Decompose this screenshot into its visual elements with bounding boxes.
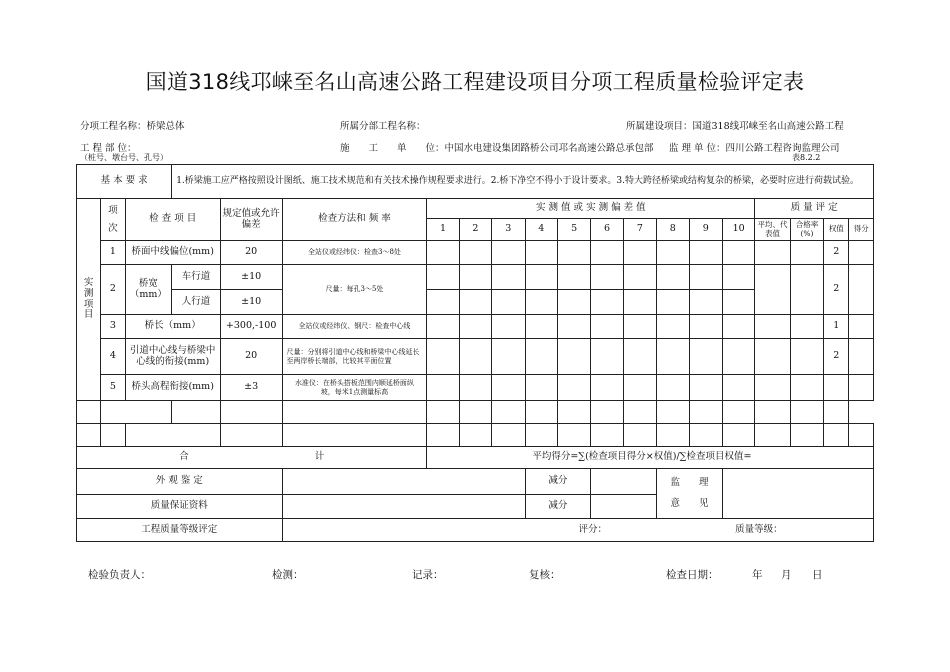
footer-reviewer: 复核： xyxy=(529,569,561,581)
measured-cell[interactable] xyxy=(689,265,722,290)
measured-cell[interactable] xyxy=(689,290,722,315)
footer-checker: 检测： xyxy=(272,569,304,581)
row-no: 3 xyxy=(101,315,125,339)
measured-cell[interactable] xyxy=(623,290,656,315)
header-pass-rate: 合格率(%) xyxy=(790,219,823,241)
header-col-5: 5 xyxy=(557,219,590,241)
measured-cell[interactable] xyxy=(623,241,656,265)
header-col-4: 4 xyxy=(525,219,557,241)
measured-cell[interactable] xyxy=(623,375,656,401)
measured-cell[interactable] xyxy=(427,375,459,401)
row-weight: 2 xyxy=(824,339,849,375)
measured-cell[interactable] xyxy=(525,241,557,265)
footer-year: 年 xyxy=(752,569,763,581)
footer-recorder: 记录： xyxy=(412,569,444,581)
table-row xyxy=(77,315,874,339)
measured-cell[interactable] xyxy=(657,339,689,375)
row-item: 桥头高程衔接(mm) xyxy=(125,375,220,401)
quality-docs-value[interactable] xyxy=(282,495,525,519)
grade-row xyxy=(282,519,873,542)
measured-cell[interactable] xyxy=(591,339,623,375)
header-check-item: 检 查 项 目 xyxy=(125,199,220,241)
measured-cell[interactable] xyxy=(722,375,754,401)
row-allowed: +300,-100 xyxy=(220,315,282,339)
inspection-table xyxy=(76,164,874,542)
table-row xyxy=(77,401,874,424)
row-allowed: ±3 xyxy=(220,375,282,401)
grade-value-label: 质量等级： xyxy=(735,523,783,535)
measured-cell[interactable] xyxy=(427,290,459,315)
pass-rate-cell[interactable] xyxy=(790,375,823,401)
measured-cell[interactable] xyxy=(657,290,689,315)
measured-cell[interactable] xyxy=(591,375,623,401)
header-col-7: 7 xyxy=(623,219,656,241)
header-quality: 质 量 评 定 xyxy=(755,199,874,219)
row-no: 1 xyxy=(101,241,125,265)
measured-cell[interactable] xyxy=(657,265,689,290)
measured-cell[interactable] xyxy=(492,265,525,290)
deduct-label-2: 减分 xyxy=(525,495,591,519)
row-weight: 1 xyxy=(824,315,849,339)
measured-cell[interactable] xyxy=(623,315,656,339)
header-col-2: 2 xyxy=(459,219,491,241)
header-weight: 权值 xyxy=(824,219,849,241)
table-row xyxy=(77,265,874,290)
quality-docs-label: 质量保证资料 xyxy=(77,495,283,519)
measured-cell[interactable] xyxy=(525,265,557,290)
measured-cell[interactable] xyxy=(492,339,525,375)
measured-cell[interactable] xyxy=(722,290,754,315)
measured-cell[interactable] xyxy=(557,290,590,315)
row-method: 水准仪：在桥头搭板范围内顺延桥面纵坡，每米1点测量标高 xyxy=(282,375,427,401)
header-method: 检查方法和 频 率 xyxy=(282,199,427,241)
table-number: 表8.2.2 xyxy=(792,153,821,162)
avg-cell[interactable] xyxy=(755,339,790,375)
measured-cell[interactable] xyxy=(427,241,459,265)
measured-cell[interactable] xyxy=(525,375,557,401)
measured-cell[interactable] xyxy=(591,290,623,315)
footer-month: 月 xyxy=(781,569,792,581)
measured-cell[interactable] xyxy=(492,290,525,315)
total-label-1: 合 xyxy=(179,451,189,463)
header-score: 得分 xyxy=(849,219,874,241)
measured-cell[interactable] xyxy=(722,315,754,339)
header-col-10: 10 xyxy=(722,219,754,241)
header-avg: 平均、代表值 xyxy=(755,219,790,241)
measured-cell[interactable] xyxy=(689,375,722,401)
row-weight: 2 xyxy=(824,241,849,265)
score-cell[interactable] xyxy=(849,315,874,339)
row-subitem: 车行道 xyxy=(172,265,221,290)
measured-cell[interactable] xyxy=(557,265,590,290)
basic-requirements-text: 1.桥梁施工应严格按照设计图纸、施工技术规范和有关技术操作规程要求进行。2.桥下净空不得小于设计要求。3.特大跨径桥梁或结构复杂的桥梁，必要时应进行荷载试验。 xyxy=(172,165,874,199)
footer-inspector: 检验负责人： xyxy=(88,569,151,581)
sub-project: 所属分部工程名称： xyxy=(340,121,426,132)
row-item: 引道中心线与桥梁中心线的衔接(mm) xyxy=(125,339,220,375)
row-allowed: 20 xyxy=(220,241,282,265)
header-col-6: 6 xyxy=(591,219,623,241)
section-label: 实测项目 xyxy=(83,276,94,321)
score-cell[interactable] xyxy=(849,265,874,315)
measured-cell[interactable] xyxy=(459,265,491,290)
table-row xyxy=(77,375,874,401)
footer-day: 日 xyxy=(812,569,823,581)
avg-cell[interactable] xyxy=(755,241,790,265)
supervision-label xyxy=(657,469,723,519)
measured-cell[interactable] xyxy=(591,265,623,290)
row-item: 桥长（mm） xyxy=(125,315,220,339)
pass-rate-cell[interactable] xyxy=(790,241,823,265)
row-item: 桥宽（mm） xyxy=(125,265,172,315)
row-allowed: 20 xyxy=(220,339,282,375)
row-method: 全站仪或经纬仪、钢尺：检查中心线 xyxy=(282,315,427,339)
measured-cell[interactable] xyxy=(459,241,491,265)
measured-cell[interactable] xyxy=(722,241,754,265)
avg-cell[interactable] xyxy=(755,375,790,401)
measured-cell[interactable] xyxy=(722,265,754,290)
grade-label: 工程质量等级评定 xyxy=(77,519,283,542)
measured-cell[interactable] xyxy=(557,339,590,375)
row-no: 4 xyxy=(101,339,125,375)
measured-cell[interactable] xyxy=(459,375,491,401)
avg-cell[interactable] xyxy=(755,265,790,315)
measured-cell[interactable] xyxy=(459,339,491,375)
measured-cell[interactable] xyxy=(525,315,557,339)
table-row xyxy=(77,424,874,447)
total-label-2: 计 xyxy=(314,451,325,463)
page-title: 国道318线邛崃至名山高速公路工程建设项目分项工程质量检验评定表 xyxy=(145,70,805,94)
measured-cell[interactable] xyxy=(492,375,525,401)
row-method: 尺量：分别将引道中心线和桥梁中心线延长至两岸桥长端部，比较其平面位置 xyxy=(282,339,427,375)
measured-cell[interactable] xyxy=(525,339,557,375)
row-method: 全站仪或经纬仪：检查3～8处 xyxy=(282,241,427,265)
measured-cell[interactable] xyxy=(657,315,689,339)
header-col-3: 3 xyxy=(492,219,525,241)
score-cell[interactable] xyxy=(849,339,874,375)
supervision-label-2: 意 见 xyxy=(670,497,709,509)
measured-cell[interactable] xyxy=(557,315,590,339)
measured-cell[interactable] xyxy=(427,265,459,290)
construction-project: 所属建设项目：国道318线邛崃至名山高速公路工程 xyxy=(626,121,844,132)
deduct-value-2[interactable] xyxy=(591,495,657,519)
table-row xyxy=(77,241,874,265)
score-label: 评分： xyxy=(578,523,608,535)
deduct-label-1: 减分 xyxy=(525,469,591,495)
measured-cell[interactable] xyxy=(689,315,722,339)
header-item-no: 项次 xyxy=(101,199,125,241)
pass-rate-cell[interactable] xyxy=(790,339,823,375)
row-subitem: 人行道 xyxy=(172,290,221,315)
row-allowed: ±10 xyxy=(220,290,282,315)
header-allowed: 规定值或允许偏差 xyxy=(220,199,282,241)
row-no: 2 xyxy=(101,265,125,315)
measured-cell[interactable] xyxy=(557,375,590,401)
supervision-label-1: 监 理 xyxy=(670,476,709,488)
table-row xyxy=(77,290,874,315)
measured-cell[interactable] xyxy=(492,241,525,265)
pass-rate-cell[interactable] xyxy=(790,315,823,339)
supervisor: 监 理 单 位：四川公路工程咨询监理公司 xyxy=(669,143,840,154)
measured-cell[interactable] xyxy=(459,315,491,339)
weight-cell xyxy=(824,375,849,401)
row-item: 桥面中线偏位(mm) xyxy=(125,241,220,265)
row-no: 5 xyxy=(101,375,125,401)
appearance-label: 外 观 鉴 定 xyxy=(77,469,283,495)
measured-items-label xyxy=(77,199,101,401)
avg-cell[interactable] xyxy=(755,315,790,339)
measured-cell[interactable] xyxy=(623,265,656,290)
location-note: （桩号、墩台号、孔号） xyxy=(80,153,168,162)
row-weight: 2 xyxy=(824,265,849,315)
project-name: 分项工程名称：桥梁总体 xyxy=(80,121,185,132)
measured-cell[interactable] xyxy=(492,315,525,339)
pass-rate-cell[interactable] xyxy=(790,265,823,315)
contractor: 施 工 单 位：中国水电建设集团路桥公司邛名高速公路总承包部 xyxy=(340,143,654,154)
row-method: 尺量：每孔3～5处 xyxy=(282,265,427,315)
measured-cell[interactable] xyxy=(689,241,722,265)
measured-cell[interactable] xyxy=(657,375,689,401)
footer-date-label: 检查日期： xyxy=(666,569,719,581)
row-allowed: ±10 xyxy=(220,265,282,290)
measured-cell[interactable] xyxy=(427,315,459,339)
table-row xyxy=(77,339,874,375)
header-col-8: 8 xyxy=(657,219,689,241)
measured-cell[interactable] xyxy=(623,339,656,375)
measured-cell[interactable] xyxy=(557,241,590,265)
measured-cell[interactable] xyxy=(591,241,623,265)
measured-cell[interactable] xyxy=(427,339,459,375)
score-cell[interactable] xyxy=(849,375,874,401)
measured-cell[interactable] xyxy=(591,315,623,339)
measured-cell[interactable] xyxy=(722,339,754,375)
appearance-value[interactable] xyxy=(282,469,525,495)
supervision-opinion[interactable] xyxy=(722,469,873,519)
header-col-9: 9 xyxy=(689,219,722,241)
measured-cell[interactable] xyxy=(525,290,557,315)
deduct-value-1[interactable] xyxy=(591,469,657,495)
measured-cell[interactable] xyxy=(657,241,689,265)
average-formula: 平均得分=∑(检查项目得分×权值)/∑检查项目权值= xyxy=(427,447,874,469)
measured-cell[interactable] xyxy=(459,290,491,315)
header-measured: 实 测 值 或 实 测 偏 差 值 xyxy=(427,199,755,219)
measured-cell[interactable] xyxy=(689,339,722,375)
header-col-1: 1 xyxy=(427,219,459,241)
score-cell[interactable] xyxy=(849,241,874,265)
total-label xyxy=(77,447,427,469)
basic-requirements-label: 基 本 要 求 xyxy=(77,165,172,199)
location: 工 程 部 位： xyxy=(80,143,137,154)
